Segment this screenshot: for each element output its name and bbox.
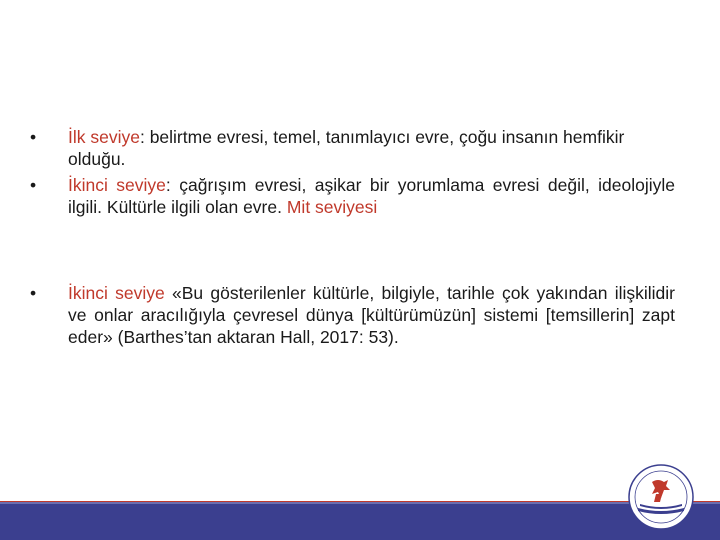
bullet-list-levels — [30, 126, 675, 218]
bullet-first-level — [30, 126, 675, 170]
term-first-level: İlk seviye — [68, 127, 140, 147]
bullet-mark: • — [30, 127, 37, 147]
bullet-mark: • — [30, 283, 37, 303]
slide-content — [30, 126, 675, 352]
bullet-mark: • — [30, 175, 37, 195]
term-second-level: İkinci seviye — [68, 175, 166, 195]
myth-level-label: Mit seviyesi — [286, 197, 378, 217]
definition-second-level: : çağrışım evresi, aşikar bir yorumlama evresi değil, ideolojiyle ilgili. Kültürle ilgili olan evre. — [68, 175, 675, 217]
bullet-second-level-quote — [30, 282, 675, 348]
term-second-level-quote: İkinci seviye — [68, 283, 165, 303]
university-seal-icon — [628, 464, 694, 530]
quote-text: «Bu gösterilenler kültürle, bilgiyle, tarihle çok yakından ilişkilidir ve onlar aracılığıyla çevresel dünya [kültürümüzün] sistemi [temsillerin] zapt eder» (Barthes’tan aktaran Hall, 2017: 53). — [68, 283, 676, 347]
footer-band — [0, 504, 720, 540]
bullet-list-quote — [30, 282, 675, 348]
bullet-second-level — [30, 174, 675, 218]
definition-first-level: : belirtme evresi, temel, tanımlayıcı evre, çoğu insanın hemfikir olduğu. — [68, 127, 625, 169]
